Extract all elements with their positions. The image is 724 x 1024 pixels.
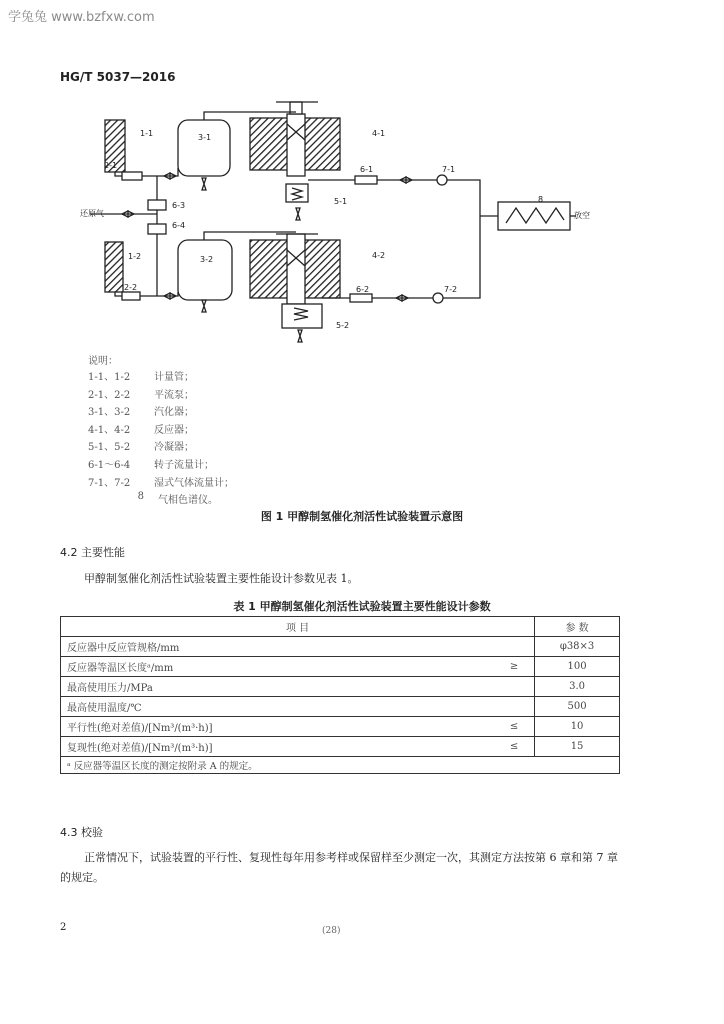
metering-tube-1-2 xyxy=(105,242,123,292)
label-5-2: 5-2 xyxy=(336,321,350,330)
table-cell-item: 最高使用压力/MPa xyxy=(61,677,495,697)
rotameter-6-2 xyxy=(350,294,372,302)
label-4-2: 4-2 xyxy=(372,251,386,260)
label-5-1: 5-1 xyxy=(334,197,348,206)
table-cell-value: 500 xyxy=(535,697,620,717)
label-8: 8 xyxy=(538,195,544,204)
legend xyxy=(88,352,234,509)
table-cell-item: 反应器等温区长度ᵃ/mm xyxy=(61,657,495,677)
table-cell-cmp: ≥ xyxy=(494,657,535,677)
vaporizer-3-2 xyxy=(178,240,232,300)
label-1-1: 1-1 xyxy=(140,129,154,138)
table-header-row xyxy=(61,617,620,637)
label-6-2: 6-2 xyxy=(356,285,370,294)
gas-meter-7-1 xyxy=(437,175,447,185)
parameters-table xyxy=(60,616,620,774)
table-row xyxy=(61,657,620,677)
table-cell-cmp: ≤ xyxy=(494,717,535,737)
legend-item xyxy=(88,474,234,492)
table-row xyxy=(61,637,620,657)
legend-key: 7-1、7-2 xyxy=(88,477,131,489)
table-cell-item: 复现性(绝对差值)/[Nm³/(m³·h)] xyxy=(61,737,495,757)
label-6-3: 6-3 xyxy=(172,201,186,210)
legend-value: 反应器； xyxy=(154,424,194,436)
table-caption: 表 1 甲醇制氢催化剂活性试验装置主要性能设计参数 xyxy=(233,600,491,613)
legend-item xyxy=(88,368,234,386)
table-row xyxy=(61,677,620,697)
section-heading-4-2: 4.2 主要性能 xyxy=(60,546,125,559)
page-number: 2 xyxy=(60,922,67,933)
label-6-1: 6-1 xyxy=(360,165,374,174)
table-row xyxy=(61,697,620,717)
table-cell-cmp xyxy=(494,637,535,657)
table-row xyxy=(61,737,620,757)
legend-item xyxy=(88,421,234,439)
legend-key: 1-1、1-2 xyxy=(88,372,131,383)
label-2-2: 2-2 xyxy=(124,283,138,292)
table-cell-item: 反应器中反应管规格/mm xyxy=(61,637,495,657)
section-4-2-paragraph: 甲醇制氢催化剂活性试验装置主要性能设计参数见表 1。 xyxy=(84,572,359,585)
label-7-2: 7-2 xyxy=(444,285,458,294)
legend-value: 气相色谱仪。 xyxy=(158,495,218,507)
watermark: 学兔兔 www.bzfxw.com xyxy=(8,10,155,25)
label-outlet: 放空 xyxy=(574,211,590,220)
page-total: (28) xyxy=(322,926,341,936)
table-cell-cmp xyxy=(494,697,535,717)
legend-key: 3-1、3-2 xyxy=(88,407,131,419)
legend-heading: 说明： xyxy=(88,356,118,367)
rotameter-6-3 xyxy=(148,200,166,210)
rotameter-6-1 xyxy=(355,176,377,184)
legend-item xyxy=(88,456,234,474)
apparatus-diagram xyxy=(60,92,600,354)
pump-2-1 xyxy=(122,172,142,180)
legend-key: 5-1、5-2 xyxy=(88,442,131,454)
table-cell-item: 平行性(绝对差值)/[Nm³/(m³·h)] xyxy=(61,717,495,737)
label-4-1: 4-1 xyxy=(372,129,386,138)
section-4-3-paragraph: 正常情况下，试验装置的平行性、复现性每年用参考样或保留样至少测定一次，其测定方法按第 6 章和第 7 章的规定。 xyxy=(60,851,618,884)
legend-key: 2-1、2-2 xyxy=(88,389,131,401)
table-cell-value: 100 xyxy=(535,657,620,677)
label-3-1: 3-1 xyxy=(198,133,212,142)
label-6-4: 6-4 xyxy=(172,221,186,230)
table-cell-cmp: ≤ xyxy=(494,737,535,757)
label-7-1: 7-1 xyxy=(442,165,456,174)
rotameter-6-4 xyxy=(148,224,166,234)
legend-key: 8 xyxy=(137,491,144,503)
legend-value: 汽化器； xyxy=(154,407,194,419)
label-3-2: 3-2 xyxy=(200,255,214,264)
table-header-item: 项 目 xyxy=(61,617,535,637)
table-cell-value: φ38×3 xyxy=(535,637,620,657)
table-cell-item: 最高使用温度/℃ xyxy=(61,697,495,717)
legend-item xyxy=(88,386,234,404)
legend-key: 4-1、4-2 xyxy=(88,424,131,436)
legend-item xyxy=(88,403,234,421)
legend-value: 平流泵； xyxy=(154,389,194,401)
gas-meter-7-2 xyxy=(433,293,443,303)
table-cell-value: 15 xyxy=(535,737,620,757)
label-inlet: 还原气 xyxy=(80,209,104,218)
section-heading-4-3: 4.3 校验 xyxy=(60,826,103,839)
standard-code: HG/T 5037—2016 xyxy=(60,70,176,84)
pump-2-2 xyxy=(122,292,140,300)
table-footnote-row xyxy=(61,757,620,774)
figure-caption: 图 1 甲醇制氢催化剂活性试验装置示意图 xyxy=(260,510,464,523)
label-2-1: 2-1 xyxy=(104,161,118,170)
legend-key: 6-1～6-4 xyxy=(88,459,131,471)
table-cell-cmp xyxy=(494,677,535,697)
table-cell-value: 3.0 xyxy=(535,677,620,697)
table-row xyxy=(61,717,620,737)
legend-value: 计量管； xyxy=(154,372,194,383)
gas-chromatograph-8 xyxy=(498,202,570,230)
table-footnote: ᵃ 反应器等温区长度的测定按附录 A 的规定。 xyxy=(61,757,620,774)
table-cell-value: 10 xyxy=(535,717,620,737)
label-1-2: 1-2 xyxy=(128,252,142,261)
legend-value: 湿式气体流量计； xyxy=(154,477,234,489)
legend-item xyxy=(88,491,234,509)
legend-value: 冷凝器； xyxy=(154,442,194,454)
legend-value: 转子流量计； xyxy=(154,459,214,471)
legend-item xyxy=(88,438,234,456)
table-header-value: 参 数 xyxy=(535,617,620,637)
vaporizer-3-1 xyxy=(178,120,230,176)
